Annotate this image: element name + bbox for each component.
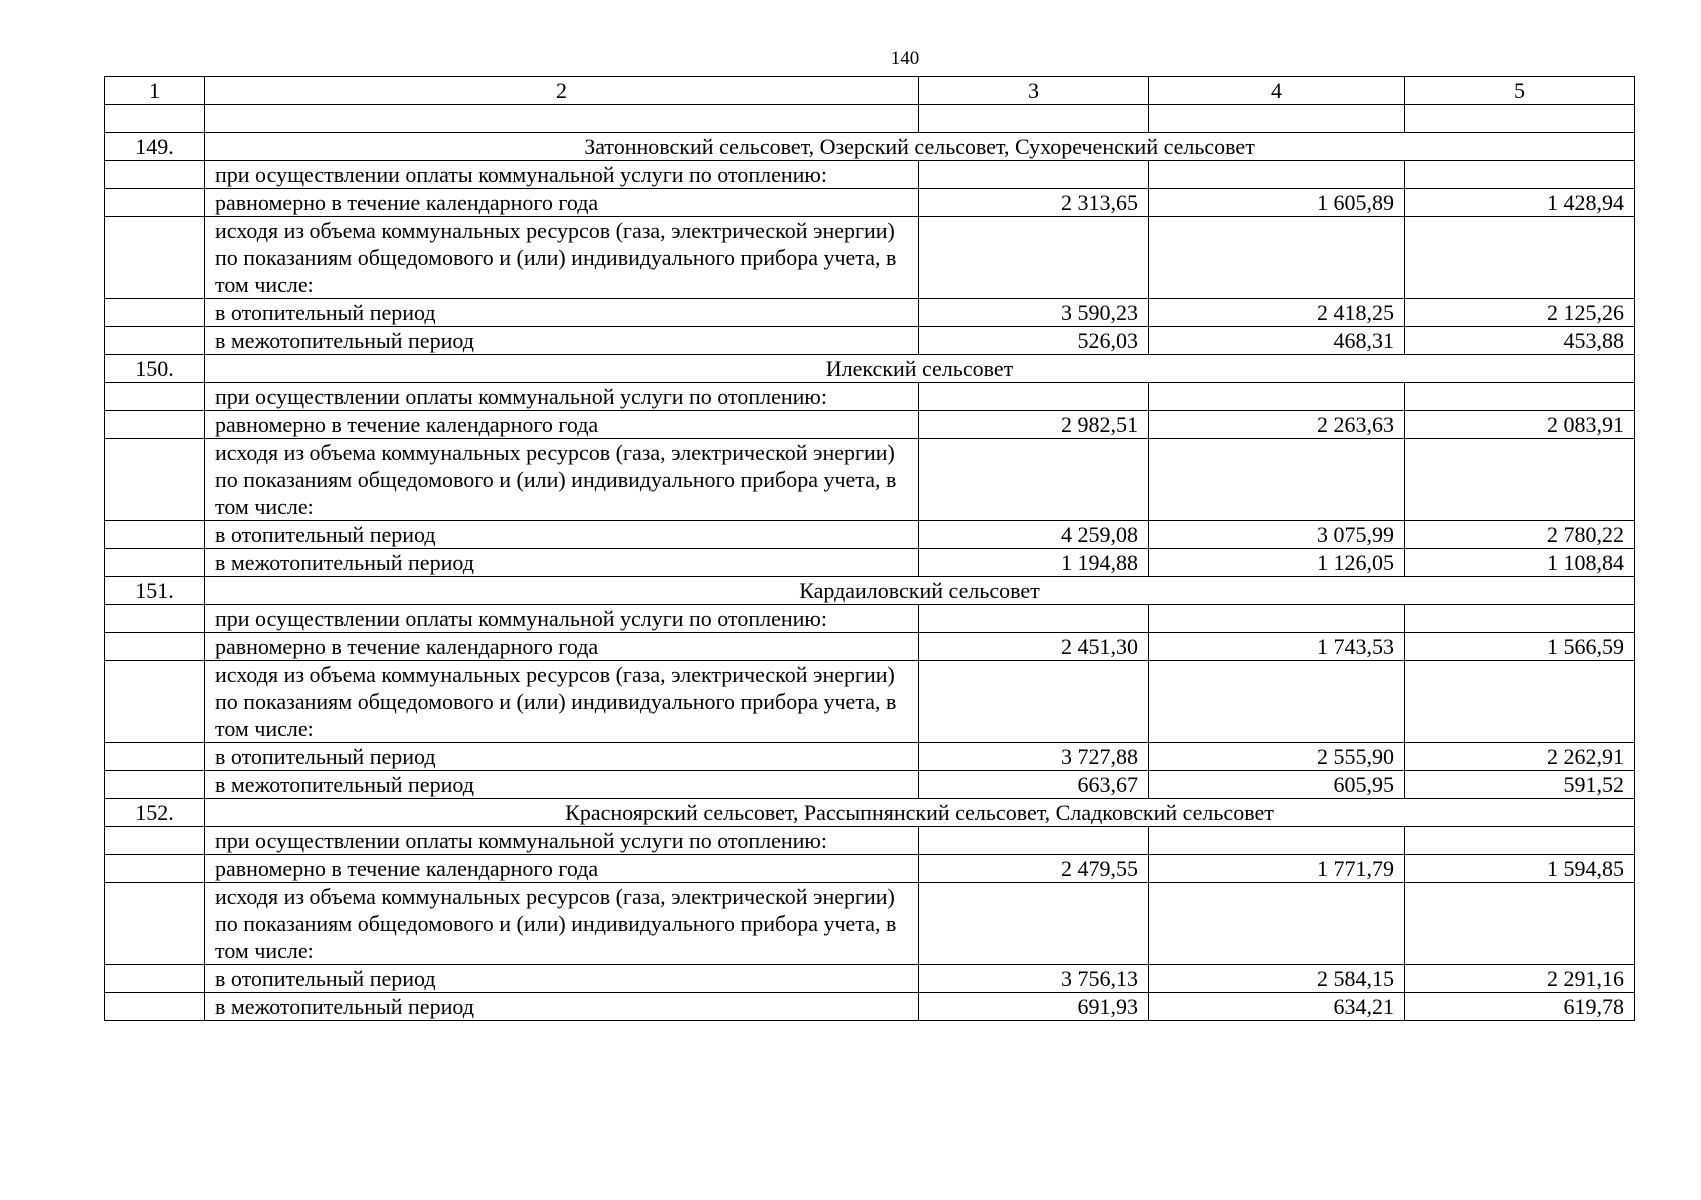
table-row (105, 993, 1635, 1021)
column-header: 5 (1405, 77, 1635, 105)
value-cell: 3 590,23 (919, 299, 1149, 327)
section-title: Илекский сельсовет (205, 355, 1635, 383)
empty-cell (1149, 161, 1405, 189)
empty-cell (105, 661, 205, 743)
empty-cell (1405, 883, 1635, 965)
value-cell: 1 605,89 (1149, 189, 1405, 217)
value-cell: 1 743,53 (1149, 633, 1405, 661)
row-label: исходя из объема коммунальных ресурсов (газа, электрической энергии) по показаниям общедомового и (или) индивидуального прибора учета, в том числе: (205, 217, 919, 299)
section-header-row (105, 577, 1635, 605)
section-header-row (105, 355, 1635, 383)
value-cell: 2 418,25 (1149, 299, 1405, 327)
value-cell: 2 263,63 (1149, 411, 1405, 439)
row-label: в отопительный период (205, 299, 919, 327)
empty-cell (105, 743, 205, 771)
tariff-table (104, 76, 1635, 1021)
section-number: 151. (105, 577, 205, 605)
row-label: в межотопительный период (205, 771, 919, 799)
table-row (105, 771, 1635, 799)
blank-cell (1405, 105, 1635, 133)
empty-cell (919, 883, 1149, 965)
empty-cell (919, 161, 1149, 189)
value-cell: 2 555,90 (1149, 743, 1405, 771)
empty-cell (919, 439, 1149, 521)
column-header: 3 (919, 77, 1149, 105)
empty-cell (105, 327, 205, 355)
value-cell: 4 259,08 (919, 521, 1149, 549)
value-cell: 1 594,85 (1405, 855, 1635, 883)
row-label: в отопительный период (205, 521, 919, 549)
empty-cell (1405, 383, 1635, 411)
row-label: равномерно в течение календарного года (205, 411, 919, 439)
value-cell: 3 727,88 (919, 743, 1149, 771)
value-cell: 605,95 (1149, 771, 1405, 799)
section-title: Красноярский сельсовет, Рассыпнянский сельсовет, Сладковский сельсовет (205, 799, 1635, 827)
row-label: при осуществлении оплаты коммунальной услуги по отоплению: (205, 827, 919, 855)
section-title: Затонновский сельсовет, Озерский сельсовет, Сухореченский сельсовет (205, 133, 1635, 161)
table-row (105, 217, 1635, 299)
header-row (105, 77, 1635, 105)
table-row (105, 661, 1635, 743)
table-row (105, 161, 1635, 189)
value-cell: 634,21 (1149, 993, 1405, 1021)
table-row (105, 189, 1635, 217)
value-cell: 2 584,15 (1149, 965, 1405, 993)
row-label: исходя из объема коммунальных ресурсов (газа, электрической энергии) по показаниям общедомового и (или) индивидуального прибора учета, в том числе: (205, 883, 919, 965)
value-cell: 2 083,91 (1405, 411, 1635, 439)
value-cell: 3 075,99 (1149, 521, 1405, 549)
table-row (105, 827, 1635, 855)
value-cell: 591,52 (1405, 771, 1635, 799)
row-label: равномерно в течение календарного года (205, 189, 919, 217)
row-label: при осуществлении оплаты коммунальной услуги по отоплению: (205, 605, 919, 633)
row-label: в отопительный период (205, 965, 919, 993)
blank-cell (1149, 105, 1405, 133)
value-cell: 1 771,79 (1149, 855, 1405, 883)
table-row (105, 299, 1635, 327)
row-label: в отопительный период (205, 743, 919, 771)
column-header: 4 (1149, 77, 1405, 105)
value-cell: 2 125,26 (1405, 299, 1635, 327)
value-cell: 453,88 (1405, 327, 1635, 355)
section-header-row (105, 799, 1635, 827)
row-label: равномерно в течение календарного года (205, 855, 919, 883)
empty-cell (1149, 605, 1405, 633)
page-number: 140 (890, 48, 920, 69)
empty-cell (105, 299, 205, 327)
row-label: равномерно в течение календарного года (205, 633, 919, 661)
empty-cell (105, 771, 205, 799)
value-cell: 2 479,55 (919, 855, 1149, 883)
empty-cell (105, 439, 205, 521)
blank-row (105, 105, 1635, 133)
empty-cell (1149, 883, 1405, 965)
value-cell: 663,67 (919, 771, 1149, 799)
section-header-row (105, 133, 1635, 161)
value-cell: 2 780,22 (1405, 521, 1635, 549)
empty-cell (105, 883, 205, 965)
empty-cell (105, 411, 205, 439)
empty-cell (105, 633, 205, 661)
table-row (105, 743, 1635, 771)
section-number: 149. (105, 133, 205, 161)
empty-cell (105, 217, 205, 299)
empty-cell (105, 383, 205, 411)
column-header: 2 (205, 77, 919, 105)
empty-cell (105, 993, 205, 1021)
value-cell: 1 108,84 (1405, 549, 1635, 577)
blank-cell (105, 105, 205, 133)
table-row (105, 633, 1635, 661)
value-cell: 2 291,16 (1405, 965, 1635, 993)
value-cell: 468,31 (1149, 327, 1405, 355)
row-label: при осуществлении оплаты коммунальной услуги по отоплению: (205, 161, 919, 189)
empty-cell (105, 965, 205, 993)
row-label: в межотопительный период (205, 549, 919, 577)
empty-cell (1405, 439, 1635, 521)
row-label: исходя из объема коммунальных ресурсов (газа, электрической энергии) по показаниям общедомового и (или) индивидуального прибора учета, в том числе: (205, 439, 919, 521)
table-row (105, 883, 1635, 965)
row-label: в межотопительный период (205, 327, 919, 355)
empty-cell (1149, 827, 1405, 855)
row-label: в межотопительный период (205, 993, 919, 1021)
section-number: 152. (105, 799, 205, 827)
table-row (105, 383, 1635, 411)
table-row (105, 605, 1635, 633)
value-cell: 691,93 (919, 993, 1149, 1021)
table-row (105, 549, 1635, 577)
blank-cell (919, 105, 1149, 133)
value-cell: 526,03 (919, 327, 1149, 355)
row-label: исходя из объема коммунальных ресурсов (газа, электрической энергии) по показаниям общедомового и (или) индивидуального прибора учета, в том числе: (205, 661, 919, 743)
value-cell: 619,78 (1405, 993, 1635, 1021)
empty-cell (1405, 161, 1635, 189)
value-cell: 1 126,05 (1149, 549, 1405, 577)
table-row (105, 521, 1635, 549)
value-cell: 2 262,91 (1405, 743, 1635, 771)
empty-cell (1149, 661, 1405, 743)
table-row (105, 439, 1635, 521)
empty-cell (919, 661, 1149, 743)
value-cell: 2 313,65 (919, 189, 1149, 217)
empty-cell (1405, 605, 1635, 633)
empty-cell (1405, 661, 1635, 743)
column-header: 1 (105, 77, 205, 105)
empty-cell (105, 605, 205, 633)
empty-cell (105, 189, 205, 217)
value-cell: 1 428,94 (1405, 189, 1635, 217)
empty-cell (105, 855, 205, 883)
value-cell: 3 756,13 (919, 965, 1149, 993)
value-cell: 2 982,51 (919, 411, 1149, 439)
empty-cell (919, 827, 1149, 855)
empty-cell (105, 827, 205, 855)
empty-cell (105, 161, 205, 189)
empty-cell (919, 605, 1149, 633)
table-row (105, 327, 1635, 355)
blank-cell (205, 105, 919, 133)
empty-cell (1149, 439, 1405, 521)
value-cell: 1 194,88 (919, 549, 1149, 577)
empty-cell (105, 521, 205, 549)
value-cell: 2 451,30 (919, 633, 1149, 661)
value-cell: 1 566,59 (1405, 633, 1635, 661)
empty-cell (919, 217, 1149, 299)
table-row (105, 855, 1635, 883)
empty-cell (1405, 827, 1635, 855)
empty-cell (919, 383, 1149, 411)
empty-cell (1149, 217, 1405, 299)
row-label: при осуществлении оплаты коммунальной услуги по отоплению: (205, 383, 919, 411)
empty-cell (105, 549, 205, 577)
section-number: 150. (105, 355, 205, 383)
table-row (105, 965, 1635, 993)
table-row (105, 411, 1635, 439)
empty-cell (1405, 217, 1635, 299)
empty-cell (1149, 383, 1405, 411)
section-title: Кардаиловский сельсовет (205, 577, 1635, 605)
